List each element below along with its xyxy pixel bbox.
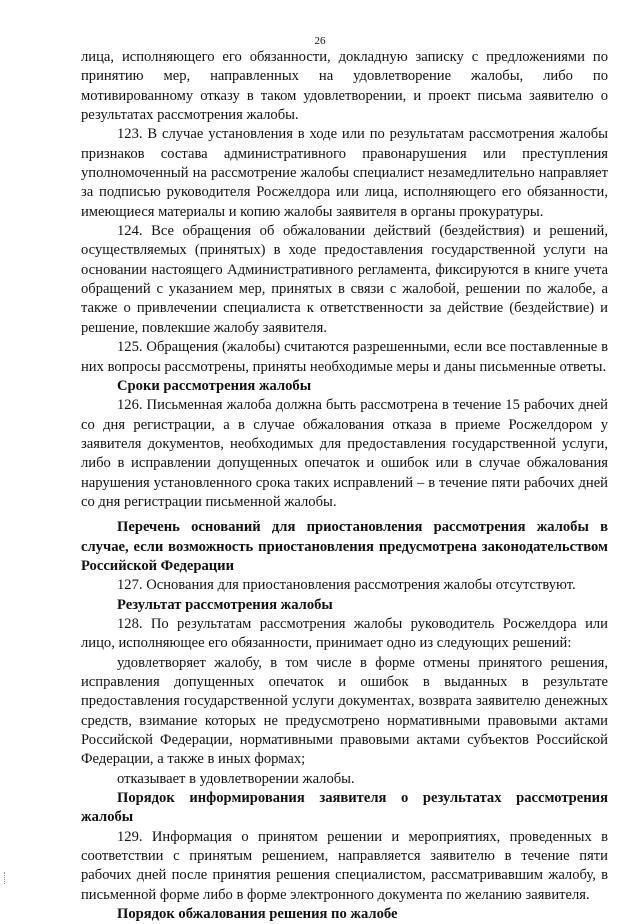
section-heading-h-poryadok-obzh: Порядок обжалования решения по жалобе [117, 906, 398, 923]
paragraph-p-125: 125. Обращения (жалобы) считаются разрешенными, если все поставленные в них вопросы рассмотрены, приняты необходимые меры и даны письменные ответы. [81, 339, 608, 375]
paragraph-p-124: 124. Все обращения об обжаловании действий (бездействия) и решений, осуществляемых (принятых) в ходе предоставления государственной услуги на основании настоящего Административного регламента, фиксируются в книге учета обращений с указанием мер, принятых в связи с жалобой, решении по жалобе, а также о привлечении специалиста к ответственности за действие (бездействие) и решение, повлекшие жалобу заявителя. [81, 223, 608, 336]
page-number: 26 [314, 35, 326, 47]
section-heading-h-sroki: Сроки рассмотрения жалобы [117, 377, 312, 394]
paragraph-p-122-cont: лица, исполняющего его обязанности, докладную записку с предложениями по принятию мер, направленных на удовлетворение жалобы, либо по мотивированному отказу в таком удовлетворении, и проект письма заявителю о результатах рассмотрения жалобы. [81, 49, 608, 124]
section-heading-h-poryadok-inf: Порядок информирования заявителя о результатах рассмотрения жалобы [81, 790, 608, 826]
document-body [81, 48, 608, 924]
paragraph-p-126: 126. Письменная жалоба должна быть рассмотрена в течение 15 рабочих дней со дня регистрации, а в случае обжалования отказа в приеме Росжелдором у заявителя документов, необходимых для предоставления государственной услуги, либо в исправлении допущенных опечаток и ошибок или в случае обжалования нарушения установленного срока таких исправлений – в течение пяти рабочих дней со дня регистрации письменной жалобы. [81, 397, 608, 510]
paragraph-p-129: 129. Информация о принятом решении и мероприятиях, проведенных в соответствии с принятым решением, направляется заявителю в течение пяти рабочих дней после принятия решения специалистом, рассматривавшим жалобу, в письменной форме либо в форме электронного документа по желанию заявителя. [81, 828, 608, 903]
paragraph-p-128-a: удовлетворяет жалобу, в том числе в форме отмены принятого решения, исправления допущенных опечаток и ошибок в выданных в результате предоставления государственной услуги документах, возврата заявителю денежных средств, взимание которых не предусмотрено нормативными правовыми актами Российской Федерации, нормативными правовыми актами субъектов Российской Федерации, а также в иных формах; [81, 654, 608, 768]
paragraph-p-128: 128. По результатам рассмотрения жалобы руководитель Росжелдора или лицо, исполняющее его обязанности, принимает одно из следующих решений: [81, 615, 608, 652]
section-heading-h-perechen: Перечень оснований для приостановления рассмотрения жалобы в случае, если возможность приостановления предусмотрена законодательством Российской Федерации [81, 519, 608, 574]
paragraph-p-123: 123. В случае установления в ходе или по результатам рассмотрения жалобы признаков состава административного правонарушения или преступления уполномоченный на рассмотрение жалобы специалист незамедлительно направляет за подписью руководителя Росжелдора или лица, исполняющего его обязанности, имеющиеся материалы и копию жалобы заявителя в органы прокуратуры. [81, 126, 608, 220]
paragraph-p-127: 127. Основания для приостановления рассмотрения жалобы отсутствуют. [117, 577, 576, 594]
paragraph-p-128-b: отказывает в удовлетворении жалобы. [117, 770, 355, 787]
section-heading-h-rezultat: Результат рассмотрения жалобы [117, 596, 333, 613]
scan-edge-mark [4, 872, 7, 884]
